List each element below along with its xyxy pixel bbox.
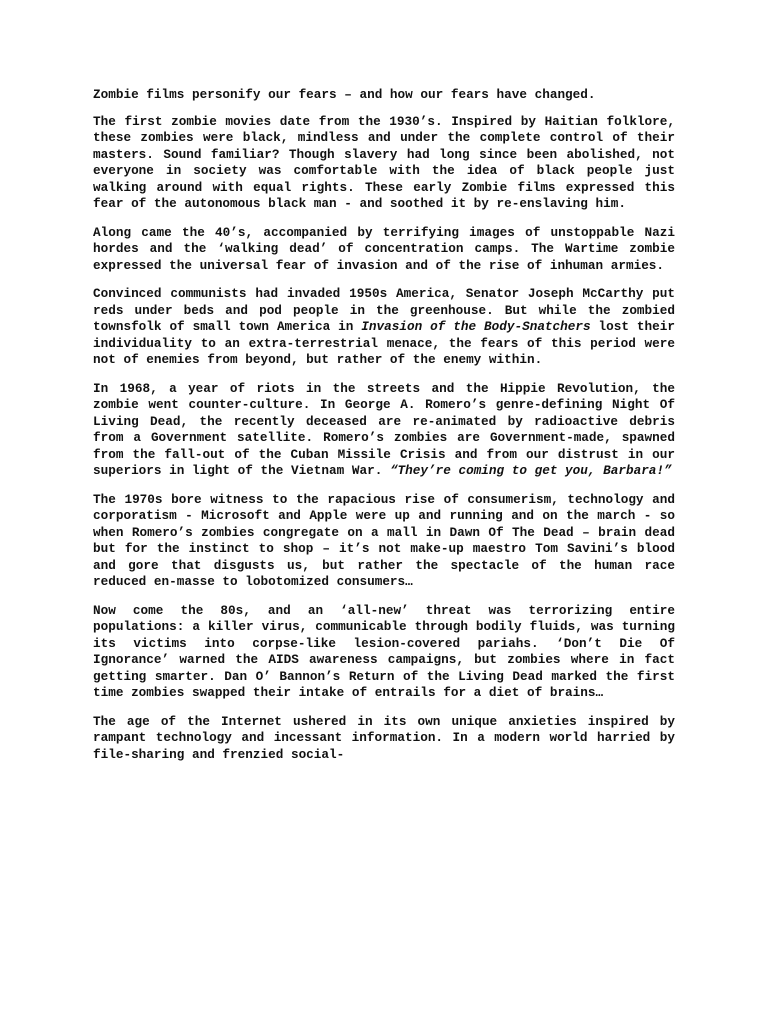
paragraph-1950s-text-a: Convinced communists had invaded 1950s America, Senator Joseph McCarthy put reds under beds and pod people in the greenhouse. But while the zombied townsfolk of small town America in bbox=[93, 286, 675, 334]
paragraph-1968-text: In 1968, a year of riots in the streets and the Hippie Revolution, the zombie went counter-culture. In George A. Romero’s genre-defining Night Of Living Dead, the recently deceased are re-animated by radioactive debris from a Government satellite. Romero’s zombies are Government-made, spawned from the fall-out of the Cuban Missile Crisis and from our distrust in our superiors in light of the Vietnam War. bbox=[93, 380, 675, 478]
paragraph-intro: Zombie films personify our fears – and how our fears have changed. bbox=[93, 87, 596, 102]
paragraph-1980s: Now come the 80s, and an ‘all-new’ threat was terrorizing entire populations: a killer virus, communicable through bodily fluids, was turning its victims into corpse-like lesion-covered pariahs. ‘Don’t Die Of Ignorance’ warned the AIDS awareness campaigns, but zombies where in fact getting smarter. Dan O’ Bannon’s Return of the Living Dead marked the first time zombies swapped their intake of entrails for a diet of brains… bbox=[93, 602, 675, 700]
paragraph-1950s-text-b: lost their individuality to an extra-terrestrial menace, the fears of this period were not of enemies from beyond, but rather of the enemy within. bbox=[93, 319, 675, 367]
paragraph-1930s: The first zombie movies date from the 1930’s. Inspired by Haitian folklore, these zombies were black, mindless and under the complete control of their masters. Sound familiar? Though slavery had long since been abolished, not everyone in society was comfortable with the idea of black people just walking around with equal rights. These early Zombie films expressed this fear of the autonomous black man - and soothed it by re-enslaving him. bbox=[93, 113, 675, 211]
paragraph-1968 bbox=[93, 381, 675, 480]
quote-barbara: “They’re coming to get you, Barbara!” bbox=[389, 463, 672, 478]
film-title-body-snatchers: Invasion of the Body-Snatchers bbox=[361, 319, 591, 334]
paragraph-1950s bbox=[93, 286, 675, 369]
paragraph-1940s: Along came the 40’s, accompanied by terrifying images of unstoppable Nazi hordes and the ‘walking dead’ of concentration camps. The Wartime zombie expressed the universal fear of invasion and of the rise of inhuman armies. bbox=[93, 224, 675, 273]
paragraph-1970s: The 1970s bore witness to the rapacious rise of consumerism, technology and corporatism - Microsoft and Apple were up and running and on the march - so when Romero’s zombies congregate on a mall in Dawn Of The Dead – brain dead but for the instinct to shop – it’s not make-up maestro Tom Savini’s blood and gore that disgusts us, but rather the spectacle of the human race reduced en-masse to lobotomized consumers… bbox=[93, 491, 675, 589]
paragraph-internet: The age of the Internet ushered in its own unique anxieties inspired by rampant technology and incessant information. In a modern world harried by file-sharing and frenzied social- bbox=[93, 713, 675, 762]
document-body bbox=[93, 87, 675, 775]
